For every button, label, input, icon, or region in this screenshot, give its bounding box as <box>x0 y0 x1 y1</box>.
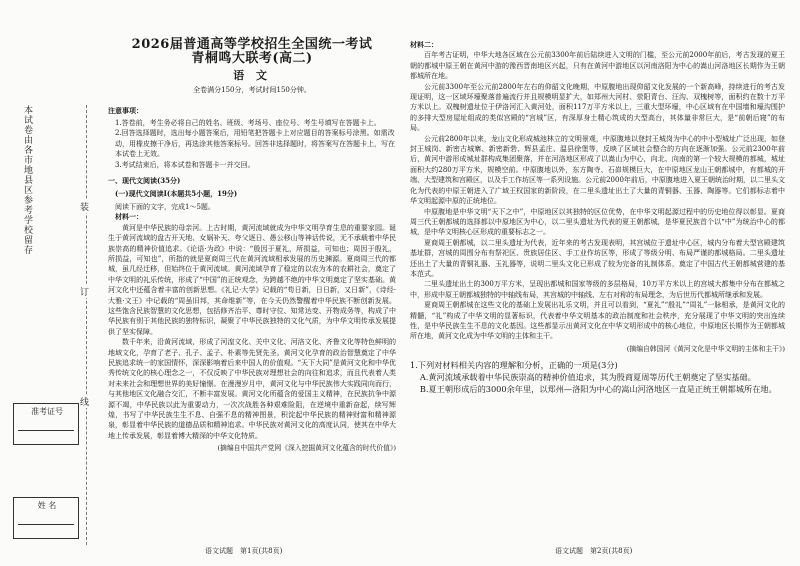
section-title: 一、现代文阅读(35分) <box>108 176 181 186</box>
material2-paragraph: 夏商周王朝都城在这些文化的基础上发展出礼乐文明，并且可以看到，“夏礼”“殷礼”“周礼”一脉相承，是黄河文化的精髓，“礼”构成了中华文明的显著标识，代表着中华文明基本的政治制度和社会秩序，充分展现了中华文明的突出连续性，是中华民族生生不息的文化基因。这些都显示出黄河文化在中华文明形成中的核心地位，中原地区长期作为王朝都城所在地，黄河文化成为中华文明的主体和主干。 <box>410 301 785 341</box>
material1-paragraph: 数千年来，沿黄河流域，形成了河湟文化、关中文化、河洛文化、齐鲁文化等特色鲜明的地域文化，孕育了老子、孔子、孟子、朴素等先贤先圣。黄河文化孕育的政治智慧奠定了中华民族追求统一的家国情怀，深深影响着后来中国人的价值观。“天下大同”是黄河文化和中华优秀传统文化的核心理念之一，不仅反映了中华民族对理想社会的向往和追求，而且代表着人类对未来社会和理想世界的美好憧憬。在漫漫岁月中，黄河文化与中华民族伟大实践同向而行，与其他地区文化融合交汇，不断丰富发展。黄河文化所蕴含的爱国主义精神，在民族抗争中源源不竭，中华民族以此为重要动力，一次次战胜各种艰难险阻，在逆境中重新奋起，续写辉煌，书写了中华民族生生不息、自强不息的精神图景，积淀起中华民族的精神财富和精神源泉，彰显着中华民族的道德品质和精神追求。中华民族对黄河文化的高度认同，使其在中华大地上传承发展，彰显着博大精深的中华文化特质。 <box>108 338 396 440</box>
material2-paragraph: 公元前2800年以来，龙山文化形成城池林立的文明景观，中原腹地以登封王城岗为中心的中小型城址广泛出现，如登封王城岗、新密古城寨、新密新砦、辉县孟庄、温县徐堡等，反映了区域社会整合的方向在逐渐加强。公元前2300年前后，黄河中游形成城址群构成集团聚落，并在河洛地区形成了以嵩山为中心，向北、向南的第一个较大规模的都城，城址面积大约280万平方米，规模空前。中原腹地以外，东方陶寺、石峁规模巨大，在中原地区龙山王朝都城中，有都城的开端、大型建筑和宫殿区，以及手工作坊区等一系列设施。公元前2000年前后，中原腹地进入夏王朝统治时期，以二里头文化为代表的中原王朝进入了广域王权国家的新阶段，在二里头遗址出土了大量的青铜器、玉器、陶器等。它们都标志着中华文明起源中原的正统地位。 <box>410 134 785 206</box>
note-item: 2.回答选择题时，选出每小题答案后，用铅笔把答题卡上对应题目的答案标号涂黑。如需改动，用橡皮擦干净后，再选涂其他答案标号。回答非选择题时，将答案写在答题卡上，写在本试卷上无效。 <box>115 129 395 159</box>
right-column <box>410 40 785 395</box>
material1-label: 材料一： <box>115 212 143 222</box>
note-item: 1.答卷前，考生务必将自己的姓名、班级、考场号、座位号、考生号填写在答题卡上。 <box>115 119 381 128</box>
binding-line <box>86 105 87 545</box>
subject-title: 语 文 <box>233 68 271 82</box>
question-stem: 1.下列对材料相关内容的理解和分析，正确的一项是(3分) <box>410 360 618 371</box>
binding-strip <box>8 105 98 545</box>
notes-title: 注意事项： <box>108 105 143 115</box>
binding-mark: 装 <box>80 200 89 213</box>
material1-source: (摘编自中国共产党网《深入挖掘黄河文化蕴含的时代价值》) <box>217 444 396 453</box>
material2-source: (摘编自韩国河《黄河文化是中华文明的主体和主干》) <box>626 344 785 353</box>
page-footer-right: 语文试题 第2页(共8页) <box>555 547 633 555</box>
name-label: 姓 名 <box>37 501 57 510</box>
exam-number-box[interactable] <box>13 403 79 445</box>
material2-paragraph: 中原腹地是中华文明“天下之中”，中原地区以其独特的区位优势，在中华文明起源过程中的历史地位得以彰显。夏商周三代王朝都城的选择都以中原地区为中心，以二里头遗址为代表的夏王朝都城，是华夏民族首个以“中”为统治中心的都城，是中华文明核心区形成的重要标志之一。 <box>410 207 785 237</box>
retention-notice: 本试卷由各市地县区参考学校留存 <box>22 105 32 255</box>
binding-mark: 线 <box>80 395 89 408</box>
exam-title: 2026届普通高等学校招生全国统一考试 <box>131 37 373 52</box>
reading-instruction: 阅读下面的文字，完成1～5题。 <box>115 202 215 211</box>
material2-paragraph: 夏商周王朝都城，以二里头遗址为代表，近年来的考古发现表明，其宫城位于遗址中心区，城内分布着大型宫殿建筑基址群，宫城的周围分布有祭祀区、贵族居住区、手工业作坊区等，形成了等级分明、布局严谨的都城格局。二里头遗址还出土了大量的青铜礼器、玉礼器等，说明二里头文化已形成了较为完备的礼制体系，奠定了中国古代王朝都城营建的基本范式。 <box>410 238 785 278</box>
material2-paragraph: 公元前3300年至公元前2800年左右的仰韶文化晚期，中原腹地出现仰韶文化发展的一个新高峰，持续进行的考古发现证明，这一区域环壕聚落普遍流行并且规模明显扩大，如郑州大河村、荥阳青台、汪沟、双槐树等，面积约在数十万平方米以上。双槐树遗址位于伊洛河汇入黄河处，面积117万平方米以上，三重大型环壕，中心区域有在中国墙和壕沟围护的多排大型房屋址组成的类似宫殿的“宫城”区，有深厚身土精心筑成的大型高台，其体量非常巨大，是“前朝后寝”的布局。 <box>410 82 785 133</box>
page-footer-left: 语文试题 第1页(共8页) <box>205 547 283 555</box>
name-box[interactable] <box>13 497 79 539</box>
material2-paragraph: 二里头遗址出土的300万平方米，呈现出都城和国家等级的多层格局，10万平方米以上的宫城大都集中分布在都城之中，形成中原王朝都城独特的中轴线布局，其宫城的中轴线、左右对称的布局理念，为后世历代都城所继承和发展。 <box>410 280 785 299</box>
write-line <box>18 524 74 525</box>
left-column <box>108 37 396 454</box>
write-line <box>18 430 74 431</box>
exam-subtitle: 青桐鸣大联考(高二) <box>191 51 313 67</box>
score-info: 全卷满分150分，考试时间150分钟。 <box>193 86 311 95</box>
answer-option-a: A.黄河流域承载着中华民族崇高的精神价值追求，其为殷商夏周等历代王朝奠定了坚实基础。 <box>419 372 756 383</box>
material1-paragraph: 黄河是中华民族的母亲河。上古时期，黄河流域就成为中华文明孕育生息的重要家园。诞生于黄河流域的盘古开天地、女娲补天、夸父逐日、愚公移山等神话传说，无不承载着中华民族崇高的精神价值追求。《论语·为政》中说：“殷因于夏礼，所损益，可知也；周因于殷礼，所损益，可知也”，所指的就是夏商周三代在黄河流域相承发展的历史渊源。夏商周三代的都城，虽几经迁移，但始终位于黄河流域。黄河流域孕育了稳定的以农为本的农耕社会，奠定了中华文明的礼乐传统，形成了“中国”的正统观念，为跨越不绝的中华文明奠定了坚实基础。黄河文化中还蕴含着丰富的创新思想。《礼记·大学》记载的“苟日新，日日新，又日新”，《诗经·大雅·文王》中记载的“周虽旧邦，其命维新”等，在今天仍然警醒着中华民族不断创新发展。这些饱含民族智慧的文化思想，包括修齐治平、尊时守位、知常达变、开物成务等，构成了中华民族有别于其他民族的独特标识，凝聚了中华民族独特的文化气质，为中华文明传承发展提供了坚实保障。 <box>108 223 396 336</box>
note-item: 3.考试结束后，将本试卷和答题卡一并交回。 <box>115 160 255 169</box>
section-subtitle: (一)现代文阅读Ⅰ(本题共5小题，19分) <box>115 189 238 199</box>
exam-number-label: 准考证号 <box>31 407 63 416</box>
binding-mark: 订 <box>80 285 89 298</box>
material2-label: 材料二： <box>410 40 438 49</box>
material2-paragraph: 百年考古证明，中华大地各区域在公元前3300年前后陆续进入文明的门槛，至公元前2000年前后，考古发现的夏王朝的都城中原王朝在黄河中游的豫西晋南地区兴起，只有在黄河中游地区以河南洛阳为中心的嵩山河洛地区长期作为王朝都城所在地。 <box>410 51 785 81</box>
answer-option-b: B.夏王朝形成后的3000余年里，以郑州—洛阳为中心的嵩山河洛地区一直是正统王朝都城所在地。 <box>419 384 777 395</box>
